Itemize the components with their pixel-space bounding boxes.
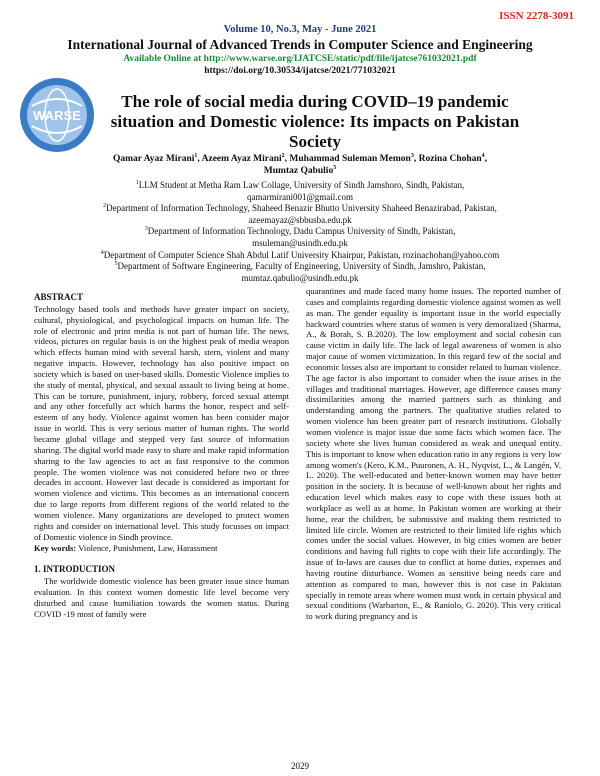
affiliation-5: $^5$Department of Software Engineering, Faculty of Engineering, University of Sindh, Jamshro, Pakistan, mumtaz.qabulio@usindh.edu.pk xyxy=(114,261,486,283)
affiliations xyxy=(40,180,560,284)
email: azeemayaz@sbbusba.edu.pk xyxy=(248,214,352,225)
journal-title: International Journal of Advanced Trends in Computer Science and Engineering xyxy=(67,37,533,52)
keywords xyxy=(34,543,289,554)
abstract-heading: ABSTRACT xyxy=(34,292,84,302)
introduction-text: The worldwide domestic violence has been greater issue since human evaluation. In this context women domestic life level become very disturbed and cause humiliation towards the women status. During COVID -19 most of family were xyxy=(34,576,289,619)
email: qamarmirani001@gmail.com xyxy=(246,191,353,202)
available-online-link[interactable]: Available Online at http://www.warse.org/IJATCSE/static/pdf/file/ijatcse761032021.pdf xyxy=(123,54,477,64)
introduction-heading: 1. INTRODUCTION xyxy=(34,564,116,575)
affiliation-3: $^3$Department of Information Technology, Dadu Campus University of Sindh, Pakistan, msuleman@usindh.edu.pk xyxy=(144,226,456,248)
author-list: Qamar Ayaz Mirani$^1$, Azeem Ayaz Mirani$^2$, Muhammad Suleman Memon$^3$, Rozina Chohan$^4$, Mumtaz Qabulio$^5$ xyxy=(112,152,488,176)
author-name: Muhammad Suleman Memon xyxy=(289,154,411,164)
page-number: 2029 xyxy=(291,761,309,771)
author-name: Rozina Chohan xyxy=(418,154,482,164)
keywords-text: Violence, Punishment, Law, Harassment xyxy=(76,543,218,554)
logo-text: WARSE xyxy=(33,108,81,123)
affiliation-1: $^1$LLM Student at Metha Ram Law Collage, University of Sindh Jamshoro, Sindh, Pakistan, qamarmirani001@gmail.com xyxy=(135,180,465,202)
doi-link[interactable]: https://doi.org/10.30534/ijatcse/2021/771032021 xyxy=(204,66,396,76)
affiliation-4: $^4$Department of Computer Science Shah Abdul Latif University Khairpur, Pakistan, rozinachohan@yahoo.com xyxy=(100,249,500,260)
warse-logo xyxy=(18,76,96,154)
keywords-label: Key words: xyxy=(34,543,77,554)
body-paragraph: quarantines and made faced many home issues. The reported number of cases and complaints regarding domestic violence against women as well as man. The gender equality is important issue in the world especially backward countries where status of women is very demoralized (Sharma, A., & Borah, S. B.2020). The low employment and social cohesin can cause victim in daily life. The lack of legal awareness of women is also major cause of women victimization. In this regard few of the social and economic losses also are important to consider related to human violence. The age factor is also important to consider when the issue arises in the villages and traditional marriages. However, age difference causes many dissimilarities among the married partners such as thinking and understanding among the partners. The qualitative studies related to women violence has been greater part of research institutions. Globally women violence is major issue due some facts which women face. The society where she lives human considered as weak and unequal entity. This is important to know when education ratio in any regions is very low among women's (Kero, K.M., Puuronen, A. H., Nyqvist, L., & Langén, V. L. 2020). The well-educated and better-known women may have better position in the society. It is because of well-known about her rights and education level which makes easy to cope with these issues both at workplace as well as at home. In Pakistan women are working at their home, rear the children, be submissive and making them restricted to limited life circle. Women are restricted to their limited life rights which comes under the social values. However, in big cities women are better conditions and having full rights to cope with their life accordingly. The issue of In-laws are causes due to conflict at home duties, expenses and having routine disturbance. Women as sensitive being needs care and attention as compared to man, however this is not case in Pakistan specially in remote areas where women must work in certain physical and sexual conditions (Warbarton, E., & Raniolo, G. 2020). This very critical to work during pregnancy and is xyxy=(306,286,561,622)
issn-label: ISSN 2278-3091 xyxy=(499,10,574,22)
email: msuleman@usindh.edu.pk xyxy=(252,237,348,248)
affiliation-2: $^2$Department of Information Technology, Shaheed Benazir Bhutto University Shaheed Benazirabad, Pakistan, azeemayaz@sbbusba.edu.pk xyxy=(103,203,497,225)
author-name: Azeem Ayaz Mirani xyxy=(201,154,282,164)
email: mumtaz.qabulio@usindh.edu.pk xyxy=(241,272,359,283)
right-column xyxy=(306,286,561,622)
author-name: Qamar Ayaz Mirani xyxy=(112,154,195,164)
abstract-text: Technology based tools and methods have greater impact on society, cultural, physiological, and psychological impacts on human life. The role of electronic and print media is not part of human life. The news, videos, pictures on regular basis is on the highest peak of media weapon which effects human mind with several harsh, stern, violent and many negative impacts. However, technology has also positive impact on society which is based on user-based skills. Domestic Violence implies to the study of mental, physical, and sexual assault to living being at home. This can be torture, punishment, injury, robbery, forced sexual attempt and any other forcefully act which harms the honor, respect and self-esteem of any body. Violence against women has been consider major issue in world. This is very serious matter of human rights. The world became global village and stepped very fast source of information sharing. The digital world made easy to share and make rapid information sharing to the law agencies to act as fast responsive to the common people. The women violence was not considered before two or three decades in account. However last decade is considered as important for women violence and victims. This becomes as an international concern due to large reports from different regions of the world related to the women violence. Many organizations are developed to protect women rights and consider on international level. This study focusses on impact of Domestic violence in Sindh province. xyxy=(34,303,289,542)
volume-line: Volume 10, No.3, May - June 2021 xyxy=(223,24,377,35)
author-name: Mumtaz Qabulio xyxy=(263,166,334,176)
left-column xyxy=(34,292,289,619)
paper-title: The role of social media during COVID–19 pandemic situation and Domestic violence: Its impacts on Pakistan Society xyxy=(110,92,520,151)
